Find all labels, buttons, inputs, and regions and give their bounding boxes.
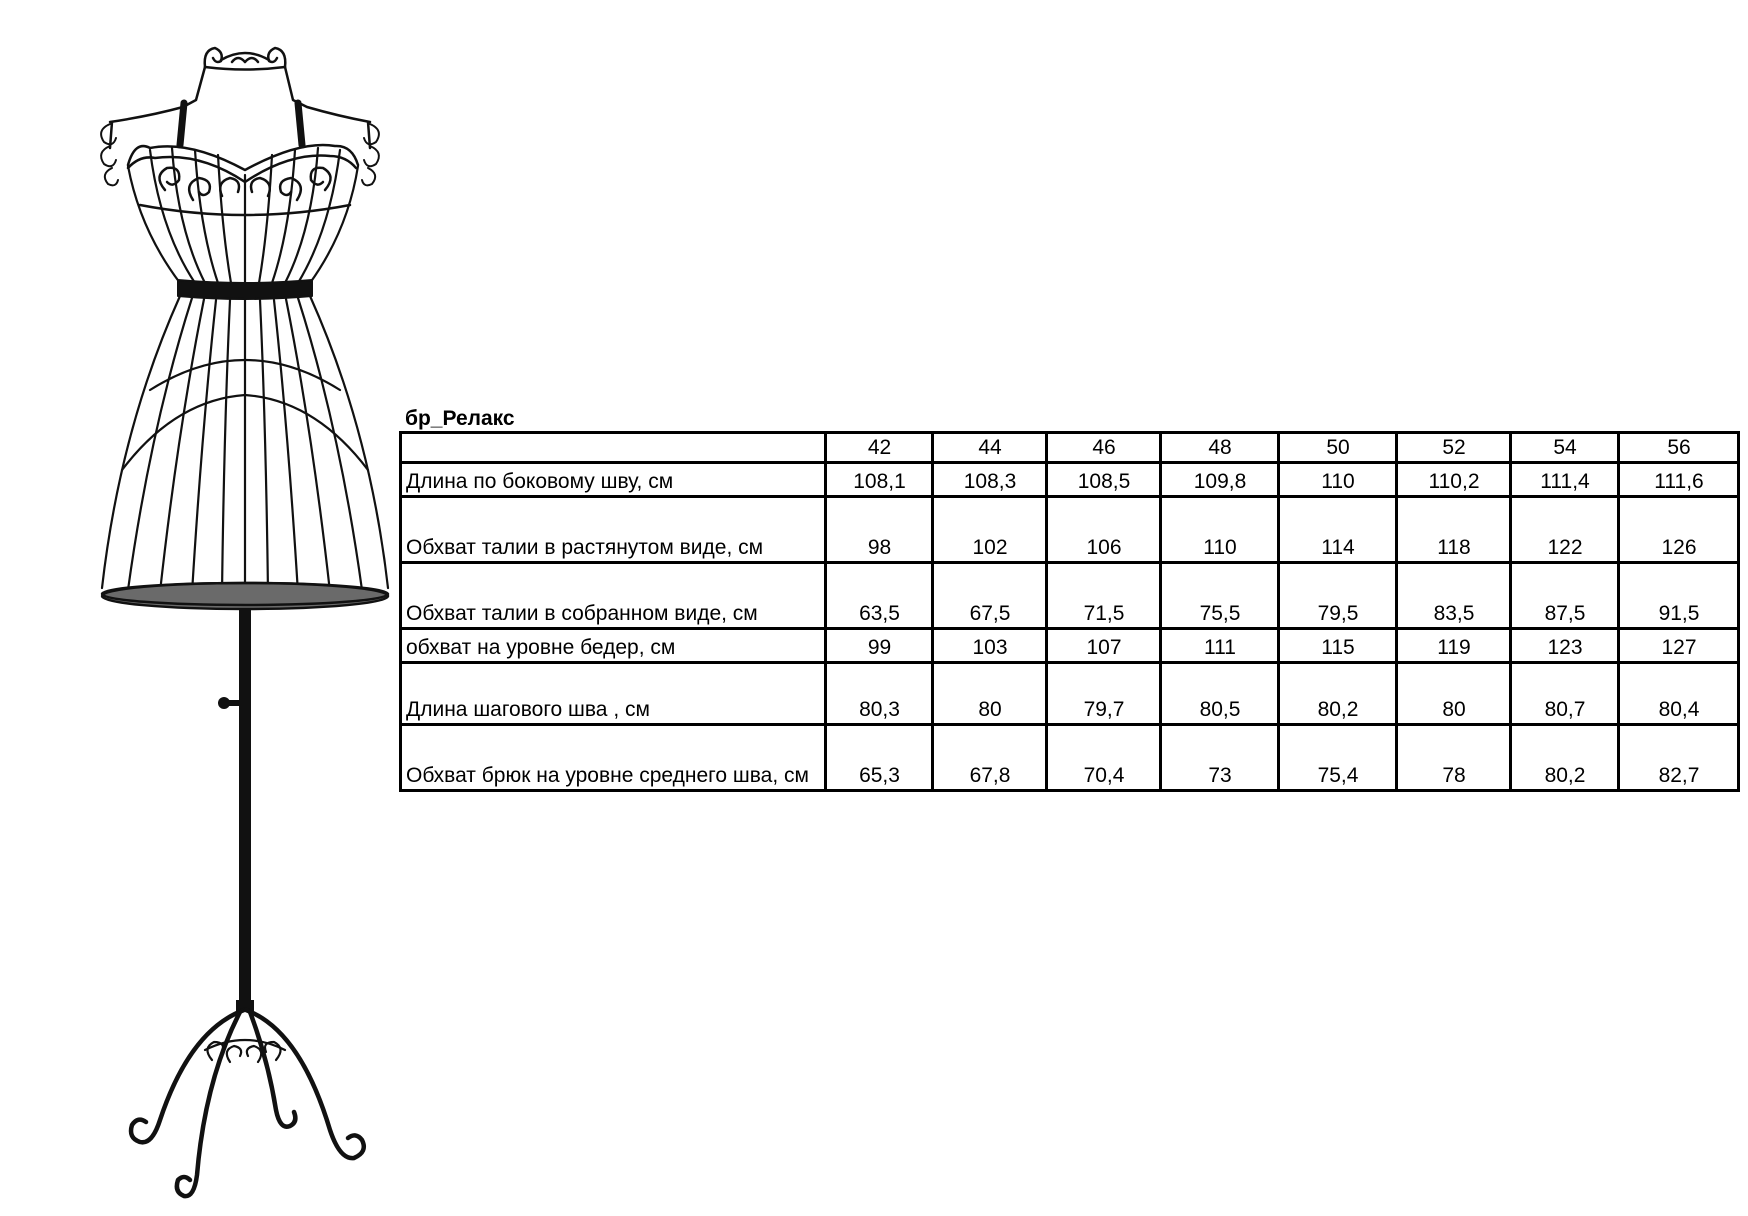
value-cell: 107	[1047, 629, 1161, 663]
hem-platform	[102, 583, 388, 609]
value-cell: 110,2	[1397, 463, 1511, 497]
value-cell: 111	[1161, 629, 1279, 663]
shoulder-scrolls	[101, 124, 379, 185]
value-cell: 73	[1161, 725, 1279, 791]
value-cell: 67,8	[933, 725, 1047, 791]
value-cell: 67,5	[933, 563, 1047, 629]
value-cell: 65,3	[826, 725, 933, 791]
table-row	[401, 663, 1739, 725]
row-label: Обхват талии в собранном виде, см	[401, 563, 826, 629]
base-scrolls	[205, 1040, 285, 1062]
value-cell: 80	[1397, 663, 1511, 725]
table-title: бр_Релакс	[405, 407, 515, 430]
size-header-cell: 56	[1619, 433, 1739, 463]
value-cell: 80,5	[1161, 663, 1279, 725]
value-cell: 118	[1397, 497, 1511, 563]
value-cell: 75,5	[1161, 563, 1279, 629]
value-cell: 108,5	[1047, 463, 1161, 497]
size-header-cell: 48	[1161, 433, 1279, 463]
value-cell: 122	[1511, 497, 1619, 563]
value-cell: 114	[1279, 497, 1397, 563]
value-cell: 123	[1511, 629, 1619, 663]
value-cell: 115	[1279, 629, 1397, 663]
value-cell: 127	[1619, 629, 1739, 663]
size-header-cell: 52	[1397, 433, 1511, 463]
value-cell: 126	[1619, 497, 1739, 563]
value-cell: 80,2	[1511, 725, 1619, 791]
value-cell: 119	[1397, 629, 1511, 663]
table-row	[401, 497, 1739, 563]
size-header-cell: 42	[826, 433, 933, 463]
value-cell: 102	[933, 497, 1047, 563]
value-cell: 75,4	[1279, 725, 1397, 791]
value-cell: 78	[1397, 725, 1511, 791]
row-label: Обхват талии в растянутом виде, см	[401, 497, 826, 563]
value-cell: 80,3	[826, 663, 933, 725]
row-label: обхват на уровне бедер, см	[401, 629, 826, 663]
stand-pole	[218, 608, 254, 1012]
table-row	[401, 563, 1739, 629]
value-cell: 80,4	[1619, 663, 1739, 725]
size-header-row	[401, 433, 1739, 463]
bust	[128, 145, 358, 215]
value-cell: 110	[1161, 497, 1279, 563]
header-empty-cell	[401, 433, 826, 463]
neck-shoulders	[110, 67, 370, 148]
value-cell: 82,7	[1619, 725, 1739, 791]
value-cell: 108,1	[826, 463, 933, 497]
value-cell: 98	[826, 497, 933, 563]
value-cell: 103	[933, 629, 1047, 663]
value-cell: 71,5	[1047, 563, 1161, 629]
value-cell: 79,7	[1047, 663, 1161, 725]
size-header-cell: 46	[1047, 433, 1161, 463]
value-cell: 63,5	[826, 563, 933, 629]
size-chart-table	[399, 431, 1740, 792]
waist-band	[178, 280, 312, 299]
value-cell: 111,6	[1619, 463, 1739, 497]
crown-ornament	[205, 48, 286, 70]
row-label: Обхват брюк на уровне среднего шва, см	[401, 725, 826, 791]
value-cell: 99	[826, 629, 933, 663]
skirt-cage	[102, 296, 388, 594]
row-label: Длина по боковому шву, см	[401, 463, 826, 497]
mannequin-illustration	[95, 35, 395, 1210]
value-cell: 111,4	[1511, 463, 1619, 497]
table-row	[401, 725, 1739, 791]
table-row	[401, 629, 1739, 663]
value-cell: 106	[1047, 497, 1161, 563]
value-cell: 79,5	[1279, 563, 1397, 629]
straps	[180, 103, 302, 145]
size-header-cell: 54	[1511, 433, 1619, 463]
value-cell: 80,7	[1511, 663, 1619, 725]
size-header-cell: 44	[933, 433, 1047, 463]
base-legs	[131, 1010, 364, 1196]
value-cell: 87,5	[1511, 563, 1619, 629]
row-label: Длина шагового шва , см	[401, 663, 826, 725]
value-cell: 83,5	[1397, 563, 1511, 629]
value-cell: 110	[1279, 463, 1397, 497]
value-cell: 80	[933, 663, 1047, 725]
table-row	[401, 463, 1739, 497]
value-cell: 108,3	[933, 463, 1047, 497]
value-cell: 80,2	[1279, 663, 1397, 725]
value-cell: 91,5	[1619, 563, 1739, 629]
value-cell: 70,4	[1047, 725, 1161, 791]
value-cell: 109,8	[1161, 463, 1279, 497]
size-header-cell: 50	[1279, 433, 1397, 463]
